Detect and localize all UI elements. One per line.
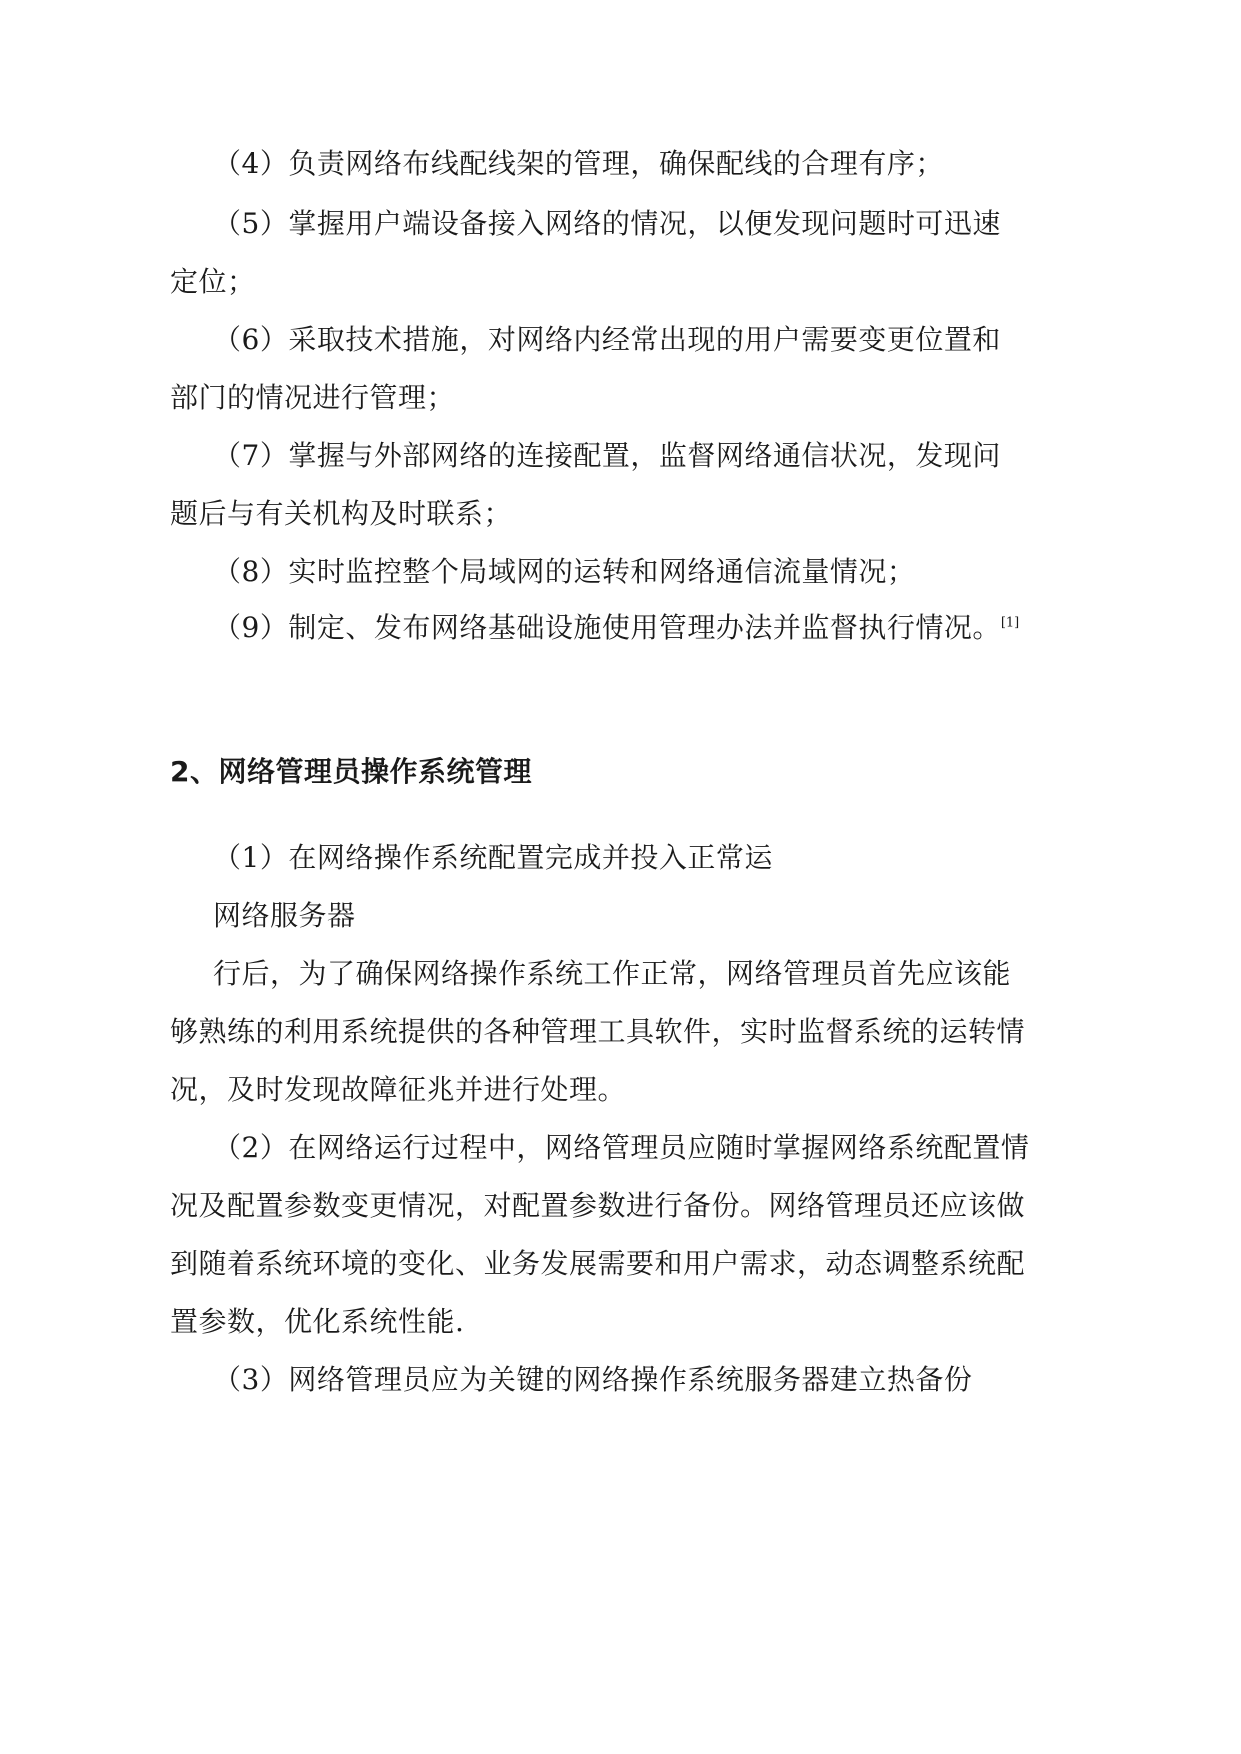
item-9-line-1 — [213, 608, 1019, 648]
item-5-line-1: （5）掌握用户端设备接入网络的情况，以便发现问题时可迅速 — [213, 207, 1001, 240]
para-3-line-1: （3）网络管理员应为关键的网络操作系统服务器建立热备份 — [213, 1363, 973, 1396]
section-heading: 2、网络管理员操作系统管理 — [170, 755, 532, 788]
item-7-line-1: （7）掌握与外部网络的连接配置，监督网络通信状况，发现问 — [213, 439, 1001, 472]
para-2-line-3: 到随着系统环境的变化、业务发展需要和用户需求，动态调整系统配 — [170, 1247, 1026, 1280]
para-2-line-1: （2）在网络运行过程中，网络管理员应随时掌握网络系统配置情 — [213, 1131, 1030, 1164]
item-6-line-2: 部门的情况进行管理； — [170, 381, 456, 414]
item-4-line-1: （4）负责网络布线配线架的管理，确保配线的合理有序； — [213, 147, 944, 180]
item-6-line-1: （6）采取技术措施，对网络内经常出现的用户需要变更位置和 — [213, 323, 1001, 356]
para-1-line-5: 况，及时发现故障征兆并进行处理。 — [170, 1073, 627, 1106]
para-2-line-2: 况及配置参数变更情况，对配置参数进行备份。网络管理员还应该做 — [170, 1189, 1026, 1222]
item-8-line-1: （8）实时监控整个局域网的运转和网络通信流量情况； — [213, 555, 916, 588]
item-7-line-2: 题后与有关机构及时联系； — [170, 497, 513, 530]
para-1-line-1: （1）在网络操作系统配置完成并投入正常运 — [213, 841, 773, 874]
para-1-line-4: 够熟练的利用系统提供的各种管理工具软件，实时监督系统的运转情 — [170, 1015, 1026, 1048]
para-2-line-4: 置参数，优化系统性能. — [170, 1305, 465, 1338]
para-1-line-2: 网络服务器 — [213, 899, 356, 932]
para-1-line-3: 行后，为了确保网络操作系统工作正常，网络管理员首先应该能 — [213, 957, 1012, 990]
item-9-text: （9）制定、发布网络基础设施使用管理办法并监督执行情况。 — [213, 611, 1001, 644]
citation-reference[interactable]: [1] — [1000, 615, 1020, 631]
item-5-line-2: 定位； — [170, 265, 256, 298]
